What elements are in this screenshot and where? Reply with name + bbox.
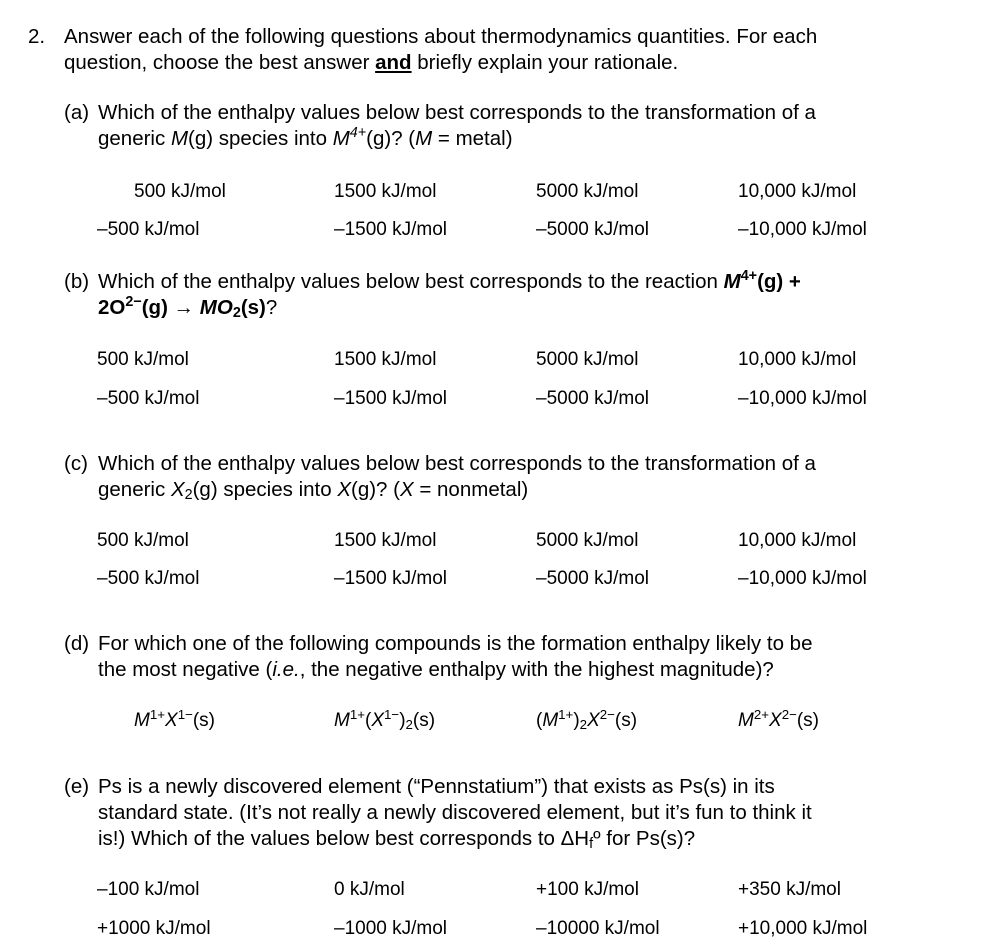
part-c-option[interactable]: –1500 kJ/mol bbox=[334, 568, 448, 589]
part-d-option-compound-3[interactable]: $(M^{1+})_2X^{2-}(s)$ bbox=[536, 706, 638, 732]
question-number: 2. bbox=[28, 25, 46, 48]
part-e-option[interactable]: –1000 kJ/mol bbox=[334, 918, 448, 939]
part-d-option-compound-2[interactable]: $M^{1+}(X^{1-})_2(s)$ bbox=[334, 706, 436, 732]
part-e-option[interactable]: 0 kJ/mol bbox=[334, 879, 405, 900]
part-b-option[interactable]: –10,000 kJ/mol bbox=[738, 388, 867, 409]
part-a-question-line1: Which of the enthalpy values below best corresponds to the transformation of a bbox=[98, 101, 816, 124]
part-b-option[interactable]: –1500 kJ/mol bbox=[334, 388, 448, 409]
part-a-option[interactable]: 5000 kJ/mol bbox=[536, 181, 639, 202]
part-b-question-line1: Which of the enthalpy values below best corresponds to the reaction $M^{4+}(g)$ + bbox=[98, 268, 801, 293]
part-a-option[interactable]: 10,000 kJ/mol bbox=[738, 181, 857, 202]
part-b-option[interactable]: –500 kJ/mol bbox=[97, 388, 200, 409]
part-a-question-line2: generic M(g) species into $M^{4+}(g)$? (M = metal) bbox=[98, 125, 513, 150]
part-c-option[interactable]: 500 kJ/mol bbox=[97, 530, 189, 551]
part-c-option[interactable]: –5000 kJ/mol bbox=[536, 568, 650, 589]
part-d-question-line1: For which one of the following compounds is the formation enthalpy likely to be bbox=[98, 632, 813, 655]
part-e-label: (e) bbox=[64, 775, 90, 798]
part-e-option[interactable]: –100 kJ/mol bbox=[97, 879, 200, 900]
part-a-option[interactable]: –500 kJ/mol bbox=[97, 219, 200, 240]
part-b-label: (b) bbox=[64, 270, 90, 293]
part-a-option[interactable]: 500 kJ/mol bbox=[134, 181, 226, 202]
part-b-option[interactable]: 500 kJ/mol bbox=[97, 349, 189, 370]
part-e-option[interactable]: +350 kJ/mol bbox=[738, 879, 841, 900]
question-intro-line1: Answer each of the following questions about thermodynamics quantities. For each bbox=[64, 25, 818, 48]
part-c-option[interactable]: 5000 kJ/mol bbox=[536, 530, 639, 551]
part-e-question-line2: standard state. (It’s not really a newly discovered element, but it’s fun to think it bbox=[98, 801, 812, 824]
part-c-question-line2: generic $X_2(g)$ species into X(g)? (X = nonmetal) bbox=[98, 478, 529, 503]
part-c-option[interactable]: 1500 kJ/mol bbox=[334, 530, 437, 551]
part-c-option[interactable]: –10,000 kJ/mol bbox=[738, 568, 867, 589]
part-e-question-line1: Ps is a newly discovered element (“Pennstatium”) that exists as Ps(s) in its bbox=[98, 775, 775, 798]
part-c-label: (c) bbox=[64, 452, 88, 475]
part-a-option[interactable]: –5000 kJ/mol bbox=[536, 219, 650, 240]
part-a-label: (a) bbox=[64, 101, 90, 124]
part-a-option[interactable]: 1500 kJ/mol bbox=[334, 181, 437, 202]
part-c-option[interactable]: –500 kJ/mol bbox=[97, 568, 200, 589]
emphasis-and: and bbox=[375, 51, 412, 74]
part-e-option[interactable]: –10000 kJ/mol bbox=[536, 918, 660, 939]
part-e-option[interactable]: +100 kJ/mol bbox=[536, 879, 639, 900]
part-d-label: (d) bbox=[64, 632, 90, 655]
part-b-question-line2: $2O^{2-}(g) \to MO_2(s)$? bbox=[98, 294, 278, 321]
part-e-question-line3: is!) Which of the values below best corresponds to $\Delta H_fº$ for Ps(s)? bbox=[98, 827, 696, 852]
part-e-option[interactable]: +1000 kJ/mol bbox=[97, 918, 211, 939]
part-d-question-line2: the most negative (i.e., the negative enthalpy with the highest magnitude)? bbox=[98, 658, 774, 681]
part-b-option[interactable]: –5000 kJ/mol bbox=[536, 388, 650, 409]
part-b-option[interactable]: 5000 kJ/mol bbox=[536, 349, 639, 370]
part-b-option[interactable]: 10,000 kJ/mol bbox=[738, 349, 857, 370]
part-b-option[interactable]: 1500 kJ/mol bbox=[334, 349, 437, 370]
question-intro-line2: question, choose the best answer and briefly explain your rationale. bbox=[64, 51, 679, 74]
part-d-option-compound-4[interactable]: $M^{2+}X^{2-}(s)$ bbox=[738, 706, 820, 731]
part-d-option-compound-1[interactable]: $M^{1+}X^{1-}(s)$ bbox=[134, 706, 216, 731]
part-c-option[interactable]: 10,000 kJ/mol bbox=[738, 530, 857, 551]
part-a-option[interactable]: –10,000 kJ/mol bbox=[738, 219, 867, 240]
part-c-question-line1: Which of the enthalpy values below best corresponds to the transformation of a bbox=[98, 452, 816, 475]
part-a-option[interactable]: –1500 kJ/mol bbox=[334, 219, 448, 240]
part-e-option[interactable]: +10,000 kJ/mol bbox=[738, 918, 868, 939]
